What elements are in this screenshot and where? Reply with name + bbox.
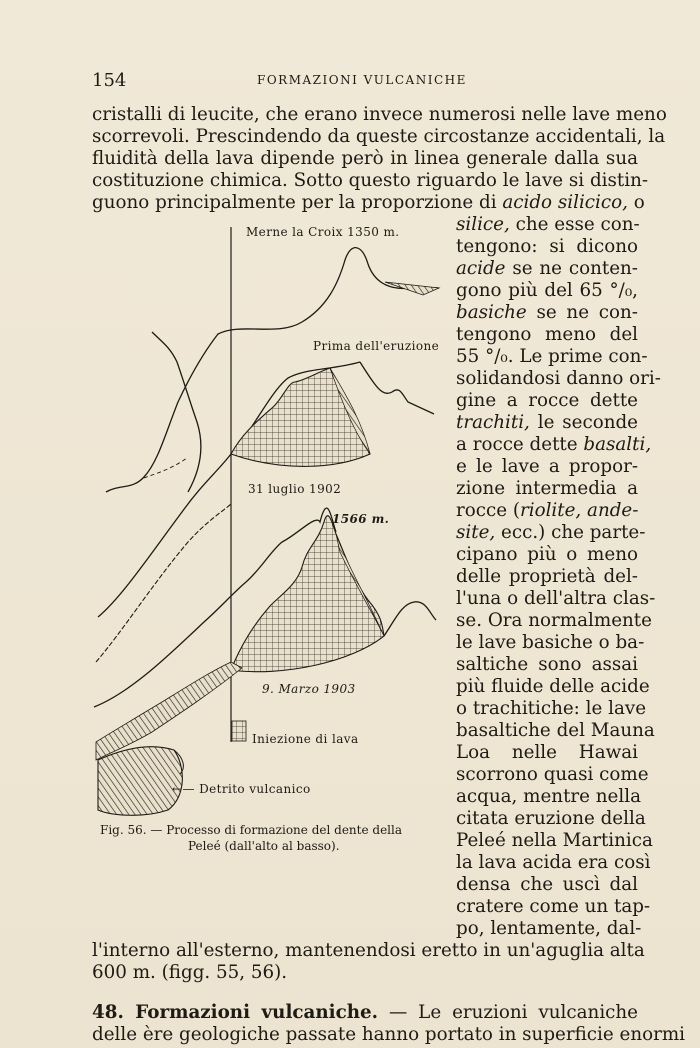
text-line: solidandosi danno ori- bbox=[456, 368, 661, 389]
caption-line: Peleé (dall'alto al basso). bbox=[188, 839, 340, 853]
text-line: 55 °/₀. Le prime con- bbox=[456, 346, 648, 367]
text-line: rocce (riolite, ande- bbox=[456, 500, 639, 521]
text-line: se. Ora normalmente bbox=[456, 610, 652, 631]
figure-label-height: 1566 m. bbox=[332, 512, 390, 526]
text-line: densa che uscì dal bbox=[456, 874, 638, 895]
text-line: tengono meno del bbox=[456, 324, 638, 345]
text-line: l'una o dell'altra clas- bbox=[456, 588, 656, 609]
text-line: le lave basiche o ba- bbox=[456, 632, 645, 653]
text-line: costituzione chimica. Sotto questo riguardo le lave si distin- bbox=[92, 170, 649, 191]
text-line: gono più del 65 °/₀, bbox=[456, 280, 638, 301]
text-line: la lava acida era così bbox=[456, 852, 651, 873]
running-title: FORMAZIONI VULCANICHE bbox=[257, 73, 467, 87]
text-line: 600 m. (figg. 55, 56). bbox=[92, 962, 288, 983]
caption-line: Fig. 56. — Processo di formazione del dente della bbox=[100, 823, 402, 837]
text-line: scorrevoli. Prescindendo da queste circostanze accidentali, la bbox=[92, 126, 666, 147]
text-line: Peleé nella Martinica bbox=[456, 830, 653, 851]
legend-lava: Iniezione di lava bbox=[252, 732, 359, 746]
legend-detrito: ←— Detrito vulcanico bbox=[172, 782, 311, 796]
text-line: a rocce dette basalti, bbox=[456, 434, 652, 455]
text-line: zione intermedia a bbox=[456, 478, 638, 499]
text-line: e le lave a propor- bbox=[456, 456, 638, 477]
text-line: delle ère geologiche passate hanno portato in superficie enormi bbox=[92, 1024, 686, 1045]
text-line: tengono: si dicono bbox=[456, 236, 638, 257]
text-line: o trachitiche: le lave bbox=[456, 698, 647, 719]
text-line: delle proprietà del- bbox=[456, 566, 638, 587]
lava-legend-swatch bbox=[232, 721, 246, 741]
text-line: saltiche sono assai bbox=[456, 654, 638, 675]
text-line: cratere come un tap- bbox=[456, 896, 651, 917]
text-line: acide se ne conten- bbox=[456, 258, 638, 279]
text-line: trachiti, le seconde bbox=[456, 412, 638, 433]
text-line: citata eruzione della bbox=[456, 808, 646, 829]
page-header bbox=[92, 70, 640, 92]
text-line: basiche se ne con- bbox=[456, 302, 638, 323]
section-heading: 48. Formazioni vulcaniche. bbox=[92, 1002, 379, 1023]
text-line: site, ecc.) che parte- bbox=[456, 522, 646, 543]
text-line: silice, che esse con- bbox=[456, 214, 640, 235]
text-line: cipano più o meno bbox=[456, 544, 638, 565]
text-line: più fluide delle acide bbox=[456, 676, 650, 697]
text-line: l'interno all'esterno, mantenendosi eretto in un'aguglia alta bbox=[92, 940, 645, 961]
figure-label-july: 31 luglio 1902 bbox=[248, 482, 342, 496]
text-line: scorrono quasi come bbox=[456, 764, 649, 785]
figure-label-top: Merne la Croix 1350 m. bbox=[246, 225, 400, 239]
figure-56 bbox=[92, 222, 452, 890]
text-line: cristalli di leucite, che erano invece numerosi nelle lave meno bbox=[92, 104, 667, 125]
figure-label-march: 9. Marzo 1903 bbox=[262, 682, 356, 696]
text-line: Loa nelle Hawai bbox=[456, 742, 638, 763]
text-line: guono principalmente per la proporzione di acido silicico, o bbox=[92, 192, 645, 213]
page-number: 154 bbox=[92, 70, 127, 91]
text-line: gine a rocce dette bbox=[456, 390, 638, 411]
text-line: basaltiche del Mauna bbox=[456, 720, 655, 741]
section-heading-line: 48. Formazioni vulcaniche. — Le eruzioni vulcaniche bbox=[92, 1002, 638, 1023]
text-line: po, lentamente, dal- bbox=[456, 918, 642, 939]
text-line: fluidità della lava dipende però in linea generale dalla sua bbox=[92, 148, 638, 169]
figure-label-before: Prima dell'eruzione bbox=[313, 339, 440, 353]
text-line: acqua, mentre nella bbox=[456, 786, 641, 807]
